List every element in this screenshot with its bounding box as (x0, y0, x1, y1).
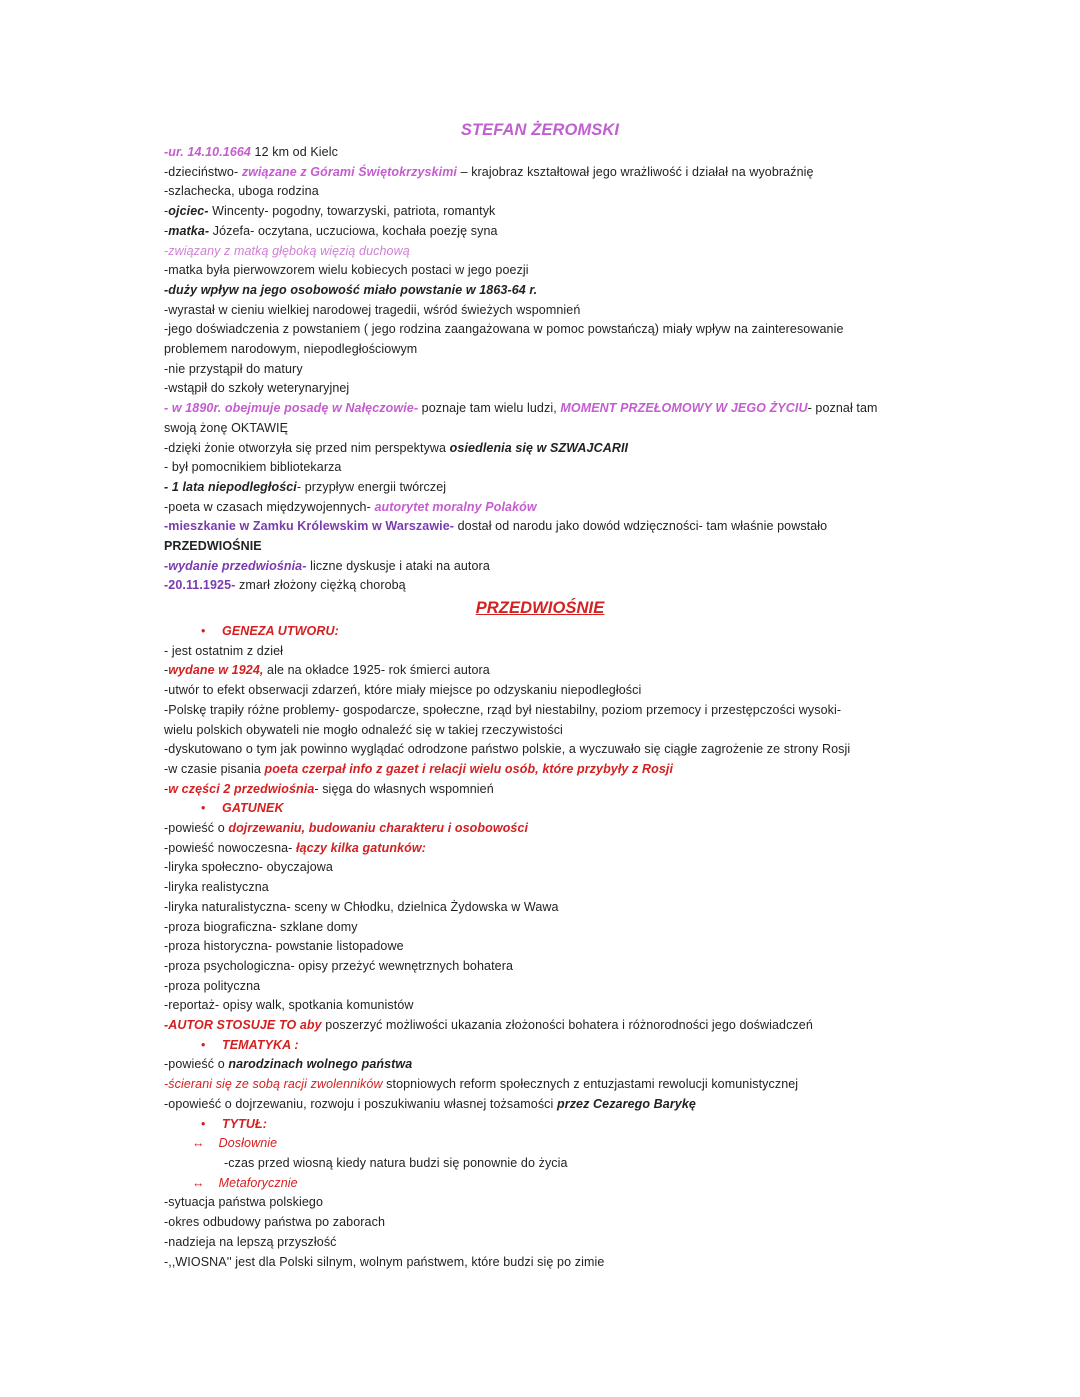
bullet-icon: • (201, 624, 206, 638)
bullet-icon: • (201, 801, 206, 816)
work-line (164, 1095, 924, 1115)
bio-line: -szlachecka, uboga rodzina (164, 184, 319, 199)
bio-line: -związany z matką głęboką więzią duchową (164, 243, 410, 258)
bio-line (164, 557, 924, 577)
text: - (164, 663, 169, 678)
bio-line: -matka była pierwowzorem wielu kobiecych postaci w jego poezji (164, 263, 529, 278)
work-line: -proza biograficzna- szklane domy (164, 919, 358, 934)
section-title-przedwiosnie: PRZEDWIOŚNIE (475, 599, 605, 617)
bio-line: PRZEDWIOŚNIE (164, 539, 262, 554)
bio-line: - był pomocnikiem bibliotekarza (164, 460, 342, 475)
bio-line (164, 517, 924, 537)
bio-line: -duży wpływ na jego osobowość miało powstanie w 1863-64 r. (164, 282, 538, 297)
birth-date: -ur. 14.10.1664 (164, 145, 251, 159)
bio-line: problemem narodowym, niepodległościowym (164, 342, 418, 357)
work-line: - jest ostatnim z dzieł (164, 643, 284, 658)
highlight: -wydanie przedwiośnia- (164, 558, 307, 573)
heading-gatunek (164, 799, 924, 819)
bio-line: -nie przystąpił do matury (164, 361, 303, 376)
text: poszerzyć możliwości ukazania złożoności bohatera i różnorodności jego doświadczeń (321, 1018, 813, 1033)
highlight: -mieszkanie w Zamku Królewskim w Warszawie- (164, 519, 455, 534)
highlight: w części 2 przedwiośnia (168, 781, 315, 796)
bio-line (164, 498, 924, 518)
highlight: poeta czerpał info z gazet i relacji wielu osób, które przybyły z Rosji (264, 761, 674, 776)
heading-geneza (164, 622, 924, 642)
heading-label: GENEZA UTWORU: (222, 624, 339, 638)
work-line: -proza polityczna (164, 978, 261, 993)
bio-line: -jego doświadczenia z powstaniem ( jego rodzina zaangażowana w pomoc powstańczą) miały wpływ na zainteresowanie (164, 322, 844, 337)
text: - poznał tam (807, 401, 878, 416)
work-section (164, 622, 924, 1272)
bio-line (164, 576, 924, 596)
work-line: -czas przed wiosną kiedy natura budzi się ponownie do życia (224, 1155, 568, 1170)
highlight: - w 1890r. obejmuje posadę w Nałęczowie- (164, 401, 419, 416)
bullet-icon: • (201, 1116, 206, 1131)
text: zmarł złożony ciężką chorobą (235, 578, 406, 593)
work-line: -proza psychologiczna- opisy przeżyć wewnętrznych bohatera (164, 958, 514, 973)
work-line: -okres odbudowy państwa po zaborach (164, 1215, 385, 1230)
text: - (164, 781, 169, 796)
bold-text: - 1 lata niepodległości (164, 479, 297, 494)
text: -powieść o (164, 1057, 229, 1072)
biography-section (164, 143, 924, 596)
text: - (164, 204, 169, 219)
page-title-zeromski: STEFAN ŻEROMSKI (460, 121, 620, 139)
work-line (164, 760, 924, 780)
bold-text: narodzinach wolnego państwa (228, 1057, 413, 1072)
bio-line (164, 439, 924, 459)
text: stopniowych reform społecznych z entuzjastami rewolucji komunistycznej (382, 1077, 799, 1092)
subheading-metaforycznie (164, 1174, 924, 1194)
heading-tytul (164, 1115, 924, 1135)
text: -poeta w czasach międzywojennych- (164, 499, 375, 514)
text: -powieść nowoczesna- (164, 840, 297, 855)
bold-text: przez Cezarego Barykę (557, 1096, 696, 1111)
text: - przypływ energii twórczej (296, 479, 447, 494)
subheading-doslownie (164, 1134, 924, 1154)
bio-line (164, 222, 924, 242)
heading-tematyka (164, 1036, 924, 1056)
bold-label: matka- (168, 223, 210, 238)
work-line (164, 661, 924, 681)
bold-text: osiedlenia się w SZWAJCARII (449, 440, 629, 455)
bio-line: -wyrastał w cieniu wielkiej narodowej tragedii, wśród świeżych wspomnień (164, 302, 581, 317)
highlight: łączy kilka gatunków: (296, 840, 426, 855)
heading-label: TEMATYKA : (222, 1037, 299, 1052)
bio-line (164, 478, 924, 498)
text: ale na okładce 1925- rok śmierci autora (263, 663, 490, 678)
text: - (164, 223, 169, 238)
bold-label: ojciec- (168, 204, 209, 219)
work-line: -Polskę trapiły różne problemy- gospodarcze, społeczne, rząd był niestabilny, poziom przemocy i przestępczości wysoki- (164, 702, 842, 717)
text: -w czasie pisania (164, 761, 265, 776)
death-date: -20.11.1925- (164, 578, 236, 593)
work-line: -liryka realistyczna (164, 880, 269, 895)
work-line (164, 1055, 924, 1075)
subheading-label: Metaforycznie (218, 1175, 298, 1190)
highlight: związane z Górami Świętokrzyskimi (241, 164, 457, 179)
text: -dzięki żonie otworzyła się przed nim perspektywa (164, 440, 450, 455)
work-line: -liryka naturalistyczna- sceny w Chłodku, dzielnica Żydowska w Wawa (164, 899, 559, 914)
highlight: MOMENT PRZEŁOMOWY W JEGO ŻYCIU (560, 401, 808, 416)
work-line (164, 1016, 924, 1036)
text: - sięga do własnych wspomnień (314, 781, 494, 796)
work-line: -proza historyczna- powstanie listopadowe (164, 939, 404, 954)
work-line (164, 839, 924, 859)
text: Józefa- oczytana, uczuciowa, kochała poezję syna (209, 223, 498, 238)
work-line: -,,WIOSNA'' jest dla Polski silnym, wolnym państwem, które budzi się po zimie (164, 1254, 605, 1269)
work-line: -liryka społeczno- obyczajowa (164, 860, 333, 875)
text: – krajobraz kształtował jego wrażliwość i działał na wyobraźnię (457, 164, 814, 179)
double-arrow-icon: ↔ (192, 1136, 205, 1151)
work-line (164, 780, 924, 800)
bio-line: -wstąpił do szkoły weterynaryjnej (164, 381, 350, 396)
work-line: -dyskutowano o tym jak powinno wyglądać odrodzone państwo polskie, a wyczuwało się ciągłe zagrożenie ze strony Rosji (164, 742, 851, 757)
highlight: autorytet moralny Polaków (374, 499, 537, 514)
text: liczne dyskusje i ataki na autora (306, 558, 490, 573)
heading-label: TYTUŁ: (222, 1116, 268, 1131)
highlight: -AUTOR STOSUJE TO aby (164, 1018, 322, 1033)
text: poznaje tam wielu ludzi, (418, 401, 561, 416)
bio-line (164, 399, 924, 419)
bio-line (164, 163, 924, 183)
double-arrow-icon: ↔ (192, 1175, 205, 1190)
heading-label: GATUNEK (222, 801, 284, 816)
bullet-icon: • (201, 1037, 206, 1052)
work-line: wielu polskich obywateli nie mogło odnaleźć się w takiej rzeczywistości (164, 722, 563, 737)
highlight: wydane w 1924, (168, 663, 264, 678)
text: -dzieciństwo- (164, 164, 242, 179)
work-line (164, 1075, 924, 1095)
work-line: -utwór to efekt obserwacji zdarzeń, które miały miejsce po odzyskaniu niepodległości (164, 683, 642, 698)
highlight: -ścierani się ze sobą racji zwolenników (164, 1077, 383, 1092)
subheading-label: Dosłownie (218, 1136, 278, 1151)
work-line: -nadzieja na lepszą przyszłość (164, 1234, 337, 1249)
bio-line (164, 143, 924, 163)
text: 12 km od Kielc (250, 145, 338, 159)
text: dostał od narodu jako dowód wdzięczności- tam właśnie powstało (454, 519, 828, 534)
bio-line (164, 202, 924, 222)
work-line: -reportaż- opisy walk, spotkania komunistów (164, 998, 414, 1013)
bio-line: swoją żonę OKTAWIĘ (164, 420, 289, 435)
work-line (164, 819, 924, 839)
text: -opowieść o dojrzewaniu, rozwoju i poszukiwaniu własnej tożsamości (164, 1096, 557, 1111)
text: Wincenty- pogodny, towarzyski, patriota, romantyk (208, 204, 496, 219)
highlight: dojrzewaniu, budowaniu charakteru i osobowości (228, 821, 529, 836)
text: -powieść o (164, 821, 229, 836)
work-line: -sytuacja państwa polskiego (164, 1195, 324, 1210)
